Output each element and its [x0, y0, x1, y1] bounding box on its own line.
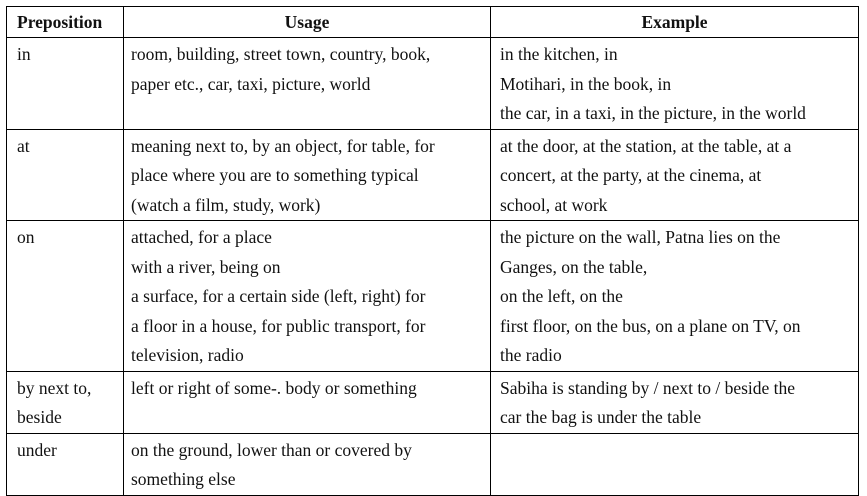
example-cell [491, 129, 859, 221]
table-row [7, 221, 859, 372]
cell-line: under [17, 439, 57, 460]
cell-line: a surface, for a certain side (left, right) for [131, 286, 426, 306]
cell-line: Motihari, in the book, in [500, 73, 672, 94]
cell-line: on the ground, lower than or covered by [131, 439, 412, 460]
cell-line: left or right of some-. body or something [131, 377, 417, 398]
cell-line: the car, in a taxi, in the picture, in the world [500, 103, 806, 123]
cell-line: at [17, 135, 30, 156]
cell-line: school, at work [500, 194, 608, 215]
cell-line: meaning next to, by an object, for table, for [131, 135, 435, 156]
cell-line: something else [131, 469, 236, 489]
preposition-cell [7, 38, 124, 130]
cell-line: the radio [500, 345, 562, 365]
cell-line: beside [17, 407, 62, 427]
cell-line: in the kitchen, in [500, 44, 618, 64]
preposition-cell [7, 129, 124, 221]
cell-line: attached, for a place [131, 227, 272, 247]
preposition-cell [7, 371, 124, 433]
cell-line: with a river, being on [131, 256, 281, 277]
header-example: Example [491, 7, 859, 38]
cell-line: first floor, on the bus, on a plane on TV, on [500, 315, 801, 336]
example-cell [491, 433, 859, 495]
cell-line: by next to, [17, 377, 92, 398]
cell-line: room, building, street town, country, book, [131, 44, 431, 64]
preposition-table [6, 6, 859, 496]
table-row [7, 129, 859, 221]
example-cell [491, 38, 859, 130]
cell-line: place where you are to something typical [131, 165, 419, 185]
cell-line: Sabiha is standing by / next to / beside the [500, 377, 796, 398]
cell-line: concert, at the party, at the cinema, at [500, 165, 762, 185]
example-cell [491, 371, 859, 433]
usage-cell [124, 221, 491, 372]
preposition-cell [7, 221, 124, 372]
preposition-cell [7, 433, 124, 495]
usage-cell [124, 433, 491, 495]
header-preposition: Preposition [7, 7, 124, 38]
cell-line: on the left, on the [500, 286, 623, 306]
table-row [7, 38, 859, 130]
example-cell [491, 221, 859, 372]
table-row [7, 433, 859, 495]
header-usage: Usage [124, 7, 491, 38]
cell-line: on [17, 227, 35, 247]
usage-cell [124, 129, 491, 221]
header-row [7, 7, 859, 38]
cell-line: Ganges, on the table, [500, 256, 648, 277]
cell-line: car the bag is under the table [500, 407, 702, 427]
cell-line: in [17, 44, 31, 64]
cell-line: television, radio [131, 345, 244, 365]
cell-line: (watch a film, study, work) [131, 194, 321, 215]
table-row [7, 371, 859, 433]
usage-cell [124, 371, 491, 433]
cell-line: a floor in a house, for public transport, for [131, 315, 426, 336]
cell-line: paper etc., car, taxi, picture, world [131, 73, 371, 94]
cell-line: the picture on the wall, Patna lies on the [500, 227, 781, 247]
usage-cell [124, 38, 491, 130]
cell-line: at the door, at the station, at the table, at a [500, 135, 792, 156]
